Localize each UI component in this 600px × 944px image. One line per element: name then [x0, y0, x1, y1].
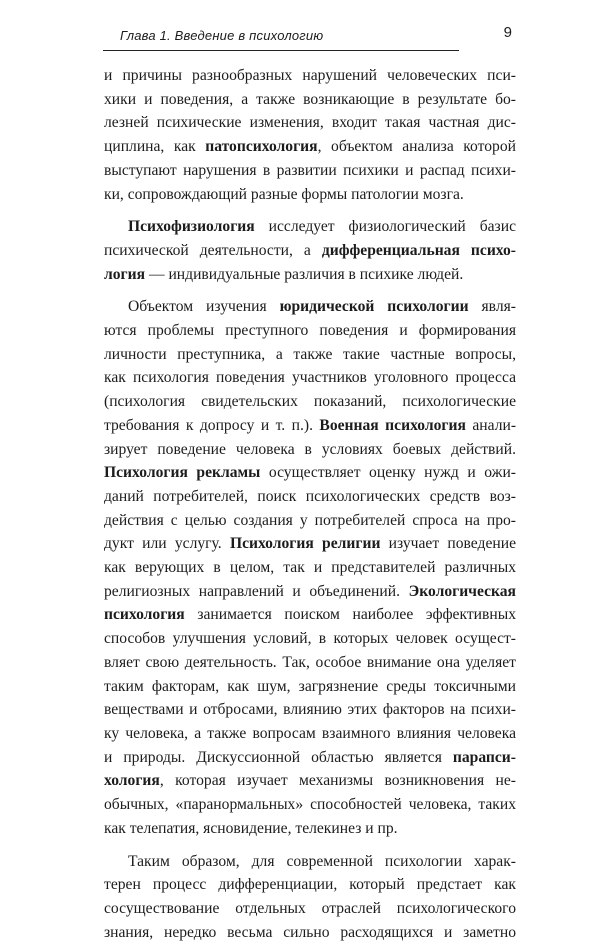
text-line — [104, 698, 516, 722]
text-run: как психология поведения участников уголовного процесса — [104, 369, 516, 386]
text-line — [104, 651, 516, 675]
bold-term: психология — [104, 606, 185, 623]
text-run: как верующих в целом, так и представителей различных — [104, 559, 516, 576]
text-run: обычных, «паранормальных» способностей человека, таких — [104, 796, 516, 813]
bold-term: Психология рекламы — [104, 464, 260, 481]
text-run: лезней психические изменения, входит такая частная дис- — [104, 114, 516, 131]
text-run: , которая изучает механизмы возникновения не- — [160, 772, 516, 789]
text-line — [104, 343, 516, 367]
paragraph-gap — [104, 841, 516, 850]
text-run: религиозных направлений и объединений. — [104, 583, 409, 600]
bold-term: Психофизиология — [128, 218, 255, 235]
text-run: выступают нарушения в развитии психики и распад психи- — [104, 162, 516, 179]
text-run: веществами и отбросами, влиянию этих факторов на психи- — [104, 701, 516, 718]
paragraph-gap — [104, 206, 516, 215]
text-line — [104, 111, 516, 135]
text-run: как телепатия, ясновидение, телекинез и пр. — [104, 820, 398, 837]
text-run: ки, сопровождающий разные формы патологии мозга. — [104, 186, 464, 203]
bold-term: хология — [104, 772, 160, 789]
text-run: занимается поиском наиболее эффективных — [185, 606, 516, 623]
text-run: осуществляет оценку нужд и ожи- — [260, 464, 516, 481]
text-run: и причины разнообразных нарушений человеческих пси- — [104, 67, 516, 84]
text-line — [104, 509, 516, 533]
text-line — [104, 88, 516, 112]
text-line — [104, 873, 516, 897]
paragraph — [104, 295, 516, 840]
text-run: способов улучшения условий, в которых человек осущест- — [104, 630, 516, 647]
text-line — [104, 556, 516, 580]
text-run: знания, нередко весьма сильно расходящихся и заметно — [104, 924, 516, 941]
paragraph — [104, 64, 516, 206]
text-line — [104, 627, 516, 651]
paragraph — [104, 215, 516, 286]
text-line — [104, 215, 516, 239]
text-line — [104, 532, 516, 556]
running-head-chapter: Глава 1. Введение в психологию — [120, 28, 508, 43]
text-line — [104, 159, 516, 183]
text-line — [104, 675, 516, 699]
bold-term: логия — [104, 266, 145, 283]
text-line — [104, 239, 516, 263]
text-line — [104, 722, 516, 746]
text-line — [104, 580, 516, 604]
text-run: даний потребителей, поиск психологических средств воз- — [104, 488, 516, 505]
text-line — [104, 746, 516, 770]
text-run: исследует физиологический базис — [255, 218, 516, 235]
text-line — [104, 414, 516, 438]
text-line — [104, 769, 516, 793]
text-run: хики и поведения, а также возникающие в результате бо- — [104, 91, 516, 108]
text-run: Таким образом, для современной психологии харак- — [128, 853, 516, 870]
text-run: (психология свидетельских показаний, психологические — [104, 393, 516, 410]
bold-term: патопсихология — [205, 138, 317, 155]
page-number: 9 — [476, 24, 512, 41]
text-run: Объектом изучения — [128, 298, 280, 315]
text-line — [104, 390, 516, 414]
text-run: ку человека, а также вопросам взаимного влияния человека — [104, 725, 516, 742]
text-line — [104, 817, 516, 841]
text-run: таким факторам, как шум, загрязнение среды токсичными — [104, 678, 516, 695]
text-run: циплина, как — [104, 138, 205, 155]
text-line — [104, 438, 516, 462]
header-rule — [103, 50, 459, 51]
text-line — [104, 319, 516, 343]
text-line — [104, 64, 516, 88]
text-line — [104, 897, 516, 921]
paragraph — [104, 850, 516, 944]
bold-term: Психология религии — [230, 535, 381, 552]
text-run: личности преступника, а также такие частные вопросы, — [104, 346, 516, 363]
text-line — [104, 461, 516, 485]
text-line — [104, 485, 516, 509]
text-run: действия с целью создания у потребителей спроса на про- — [104, 512, 516, 529]
text-run: вляет свою деятельность. Так, особое внимание она уделяет — [104, 654, 516, 671]
text-line — [104, 850, 516, 874]
text-line — [104, 183, 516, 207]
text-run: — индивидуальные различия в психике людей. — [145, 266, 463, 283]
bold-term: Экологическая — [409, 583, 516, 600]
text-run: изучает поведение — [380, 535, 516, 552]
text-run: дукт или услугу. — [104, 535, 230, 552]
text-run: психической деятельности, а — [104, 242, 322, 259]
bold-term: юридической психологии — [280, 298, 469, 315]
text-line — [104, 295, 516, 319]
text-run: анали- — [466, 417, 516, 434]
bold-term: Военная психология — [319, 417, 466, 434]
text-line — [104, 793, 516, 817]
text-line — [104, 603, 516, 627]
bold-term: дифференциальная психо- — [322, 242, 516, 259]
text-line — [104, 921, 516, 944]
text-run: и природы. Дискуссионной областью является — [104, 749, 453, 766]
paragraph-gap — [104, 286, 516, 295]
text-run: терен процесс дифференциации, который предстает как — [104, 876, 516, 893]
text-run: , объектом анализа которой — [318, 138, 516, 155]
text-run: ются проблемы преступного поведения и формирования — [104, 322, 516, 339]
text-run: зирует поведение человека в условиях боевых действий. — [104, 441, 516, 458]
bold-term: парапси- — [453, 749, 516, 766]
text-run: сосуществование отдельных отраслей психологического — [104, 900, 516, 917]
body-text — [104, 64, 516, 944]
text-run: явля- — [469, 298, 516, 315]
text-line — [104, 135, 516, 159]
text-run: требования к допросу и т. п.). — [104, 417, 319, 434]
text-line — [104, 263, 516, 287]
text-line — [104, 366, 516, 390]
